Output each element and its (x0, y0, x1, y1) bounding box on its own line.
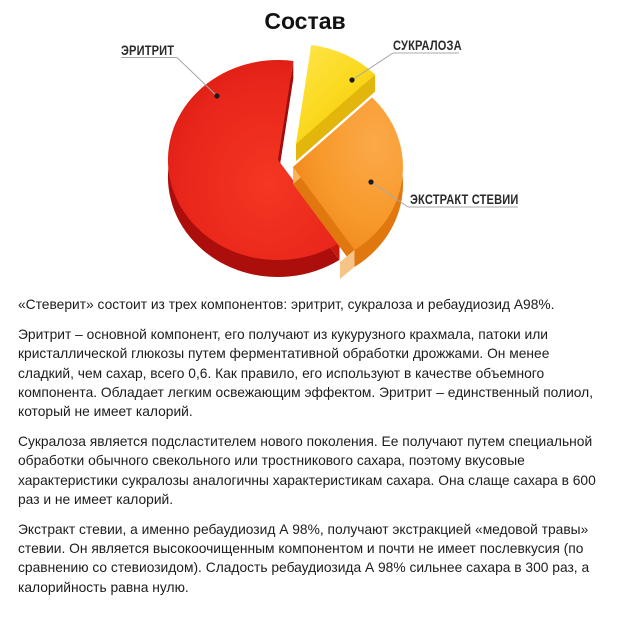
paragraph-sucralose: Сукралоза является подсластителем нового поколения. Ее получают путем специальной обработки обычного свекольного или тростникового сахара, поэтому вкусовые характеристики сукралозы аналогичны характеристикам сахара. Она слаще сахара в 600 раз и не имеет калорий. (18, 434, 596, 507)
label-erythritol: ЭРИТРИТ (121, 43, 175, 58)
pie-chart-graphic (0, 0, 624, 292)
paragraph-intro: «Стеверит» состоит из трех компонентов: эритрит, сукралоза и ребаудиозид А98%. (18, 297, 555, 312)
chart-title: Состав (264, 8, 346, 34)
paragraph-stevia: Экстракт стевии, а именно ребаудиозид А 98%, получают экстракцией «медовой травы» стевии. Он является высокоочищенным компонентом и почти не имеет послевкусия (по сравнению со стевиозидом). Сладость ребаудиозида А 98% сильнее сахара в 300 раз, а калорийность равна нулю. (18, 522, 590, 595)
description-text (18, 295, 608, 608)
paragraph-erythritol: Эритрит – основной компонент, его получают из кукурузного крахмала, патоки или кристаллической глюкозы путем ферментативной обработки дрожжами. Он менее сладкий, чем сахар, всего 0,6. Как правило, его используют в качестве объемного компонента. Обладает легким освежающим эффектом. Эритрит – единственный полиол, который не имеет калорий. (18, 327, 594, 420)
composition-chart (0, 0, 624, 292)
label-sucralose: СУКРАЛОЗА (393, 38, 462, 53)
label-stevia: ЭКСТРАКТ СТЕВИИ (410, 192, 519, 207)
